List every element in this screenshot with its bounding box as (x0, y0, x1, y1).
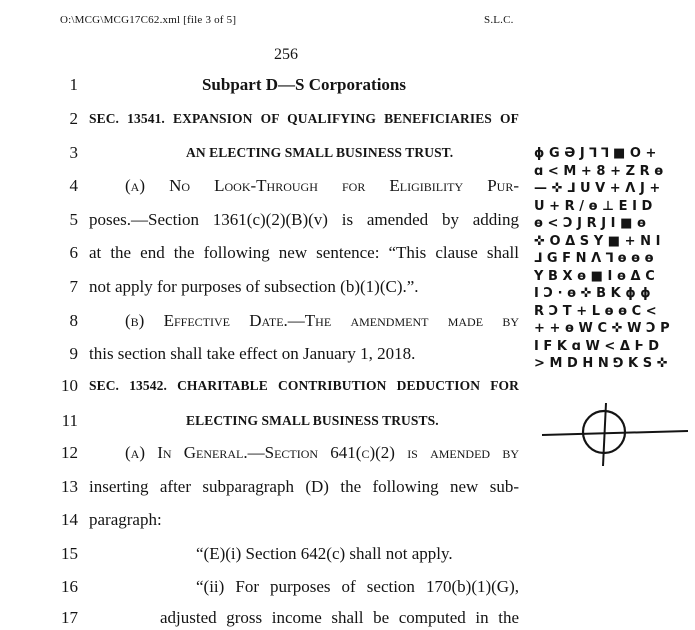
text-line: at the end the following new sentence: “This clause shall (89, 243, 519, 262)
cipher-row: ɵ<ↃJRJI■ɵ (534, 216, 651, 231)
line-number: 13 (61, 477, 78, 496)
line-number: 6 (69, 243, 78, 262)
text-line: paragraph: (89, 510, 162, 529)
section-heading: SEC. 13542. CHARITABLE CONTRIBUTION DEDUCTION FOR (89, 378, 519, 393)
subpart-title: Subpart D—S Corporations (201, 75, 407, 94)
cipher-row: IFKɑW<ΔⱵD (534, 338, 664, 354)
line-number: 8 (69, 311, 78, 330)
crosshair-circle-icon (540, 400, 690, 470)
text-line: inserting after subparagraph (D) the following new sub- (89, 477, 519, 496)
line-number: 12 (61, 443, 78, 462)
section-heading-cont: AN ELECTING SMALL BUSINESS TRUST. (186, 145, 454, 160)
cipher-row: ɑ<M+8+ZRɵ (534, 163, 668, 179)
cipher-row: ⅃GFNΛ⅂ɵɵɵ (534, 251, 659, 266)
text-line: “(E)(i) Section 642(c) shall not apply. (196, 544, 453, 563)
paragraph-heading: (a) No Look-Through for Eligibility Pur- (125, 176, 519, 195)
line-number: 10 (61, 376, 78, 395)
text-line: “(ii) For purposes of section 170(b)(1)(G), (196, 577, 519, 596)
cipher-row: IↃ·ɵ✜BKɸɸ (534, 286, 656, 301)
line-number: 16 (61, 577, 78, 596)
cipher-row: ɸGƏJ⅂⅂■O+ (534, 146, 662, 161)
line-number: 17 (61, 608, 78, 627)
page-number: 256 (274, 46, 298, 63)
cipher-row: ✜OΔSY■+NI (534, 233, 666, 249)
line-number: 2 (69, 109, 78, 128)
line-number: 3 (69, 143, 78, 162)
cipher-row: —✜⅃UV+ΛJ+ (534, 181, 665, 196)
cipher-row: RↃT+LɵɵC< (534, 303, 662, 319)
file-path: O:\MCG\MCG17C62.xml [file 3 of 5] (60, 14, 237, 26)
text-line: this section shall take effect on January 1, 2018. (89, 344, 416, 363)
line-number: 15 (61, 544, 78, 563)
line-number: 9 (69, 344, 78, 363)
line-number: 1 (69, 75, 78, 94)
office-code: S.L.C. (484, 14, 514, 26)
section-heading-cont: ELECTING SMALL BUSINESS TRUSTS. (186, 413, 439, 428)
text-line: adjusted gross income shall be computed in the (160, 608, 519, 627)
line-number: 7 (69, 277, 78, 296)
cipher-row: ++ɵWC✜WↃP (534, 321, 675, 336)
paragraph-heading: (b) Effective Date.—The amendment made by (125, 311, 519, 330)
cipher-row: >MDHN⅁KS✜ (534, 356, 673, 371)
line-number: 11 (61, 411, 78, 430)
line-number: 5 (69, 210, 78, 229)
line-number: 4 (69, 176, 78, 195)
text-line: not apply for purposes of subsection (b)(1)(C).”. (89, 277, 419, 296)
text-line: poses.—Section 1361(c)(2)(B)(v) is amended by adding (89, 210, 519, 229)
line-number: 14 (61, 510, 78, 529)
paragraph-heading: (a) In General.—Section 641(c)(2) is amended by (125, 443, 519, 462)
cipher-row: YBXɵ■IɵΔC (534, 268, 660, 284)
cipher-row: U+R/ɵ⊥EID (534, 198, 657, 214)
section-heading: SEC. 13541. EXPANSION OF QUALIFYING BENEFICIARIES OF (89, 111, 519, 126)
cipher-block (534, 145, 694, 373)
